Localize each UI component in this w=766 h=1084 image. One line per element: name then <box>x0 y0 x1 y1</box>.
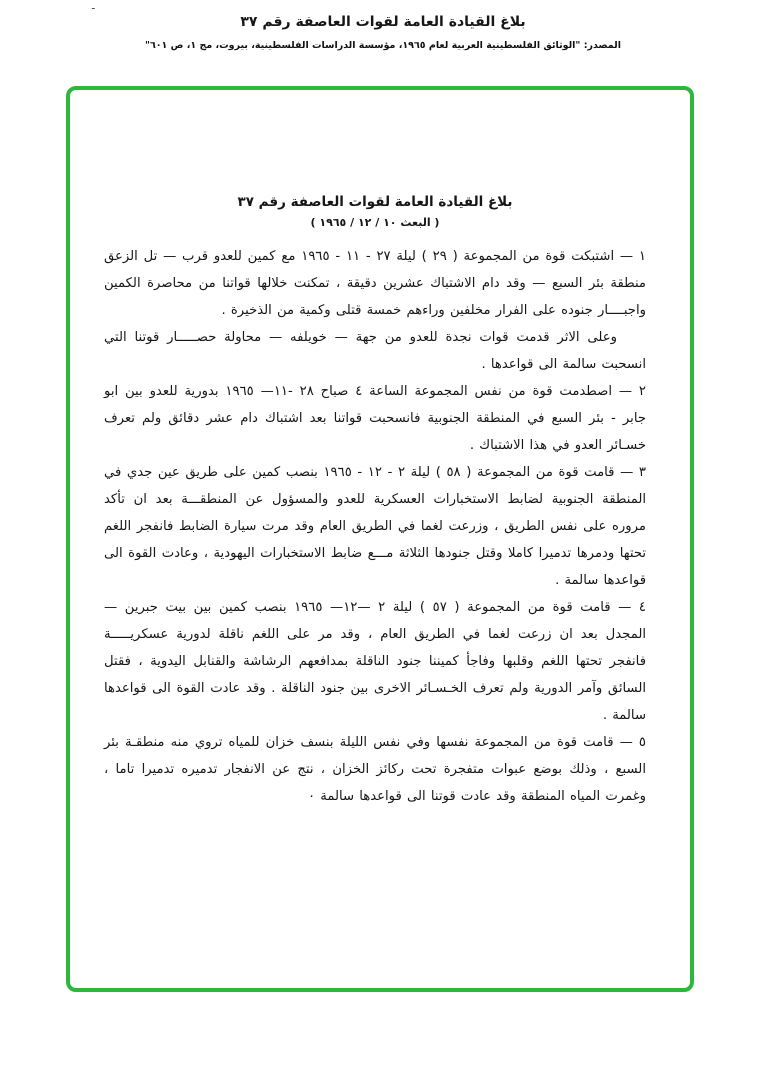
document-frame <box>66 86 694 992</box>
document-paragraph-2: ٢ — اصطدمت قوة من نفس المجموعة الساعة ٤ صباح ٢٨ -١١— ١٩٦٥ بدورية للعدو بين ابو جابر - بئر السبع في المنطقة الجنوبية فانسحبت قواتنا بعد اشتباك دام عشر دقائق ولم تعرف خسـائر العدو في هذا الاشتباك . <box>104 384 646 453</box>
document-paragraph-5: ٥ — قامت قوة من المجموعة نفسها وفي نفس الليلة بنسف خزان للمياه تروي منه منطقـة بئر السبع ، وذلك بوضع عبوات متفجرة تحت ركائز الخزان ، نتج عن الانفجار تدميره تدميرا تاما ، وغمرت المياه المنطقة وقد عادت قوتنا الى قواعدها سالمة ٠ <box>104 735 646 804</box>
document <box>70 90 690 810</box>
document-paragraph-3: ٣ — قامت قوة من المجموعة ( ٥٨ ) ليلة ٢ - ١٢ - ١٩٦٥ بنصب كمين على طريق عين جدي في المنطقة الجنوبية لضابط الاستخبارات العسكرية للعدو والمسؤول عن المنطقـــة بعد ان تأكد مروره على نفس الطريق ، وزرعت لغما في الطريق العام وقد مرت سيارة الضابط فانفجر اللغم تحتها ودمرها تدميرا كاملا وقتل جنودها الثلاثة مـــع ضابط الاستخبارات اليهودية ، وعادت القوة الى قواعدها سالمة . <box>104 465 646 588</box>
page-header <box>0 14 766 51</box>
document-paragraph-1b: وعلى الاثر قدمت قوات نجدة للعدو من جهة — خويلفه — محاولة حصـــــار قوتنا التي انسحبت سالمة الى قواعدها . <box>104 330 646 372</box>
scan-artifact-mark: ـ <box>92 2 95 12</box>
source-line: المصدر: "الوثائق الفلسطينية العربية لعام ١٩٦٥، مؤسسة الدراسات الفلسطينية، بيروت، مج ١، ص ٦٠١" <box>144 40 622 51</box>
document-subtitle: ( البعث ١٠ / ١٢ / ١٩٦٥ ) <box>310 216 440 229</box>
document-paragraph-4: ٤ — قامت قوة من المجموعة ( ٥٧ ) ليلة ٢ —١٢— ١٩٦٥ بنصب كمين بين بيت جبرين — المجدل بعد ان زرعت لغما في الطريق العام ، وقد مر على اللغم ناقلة لدورية عسكريـــــة فانفجر تحتها اللغم وقلبها وفاجأ كميننا جنود الناقلة بمدافعهم الرشاشة والقنابل اليدوية ، فقتل السائق وآمر الدورية ولم تعرف الخـسـائر الاخرى بين جنود الناقلة . وقد عادت القوة الى قواعدها سالمة . <box>104 600 647 723</box>
document-paragraph-1: ١ — اشتبكت قوة من المجموعة ( ٢٩ ) ليلة ٢٧ - ١١ - ١٩٦٥ مع كمين للعدو قرب — تل الزعق منطقة بئر السبع — وقد دام الاشتباك عشرين دقيقة ، تمكنت خلالها قواتنا من محاصرة الكمين واجبــــار جنوده على الفرار مخلفين وراءهم خمسة قتلى وكمية من الذخيرة . <box>104 249 646 318</box>
page-title: بلاغ القيادة العامة لقوات العاصفة رقم ٣٧ <box>240 14 526 30</box>
document-title: بلاغ القيادة العامة لقوات العاصفة رقم ٣٧ <box>237 194 513 210</box>
